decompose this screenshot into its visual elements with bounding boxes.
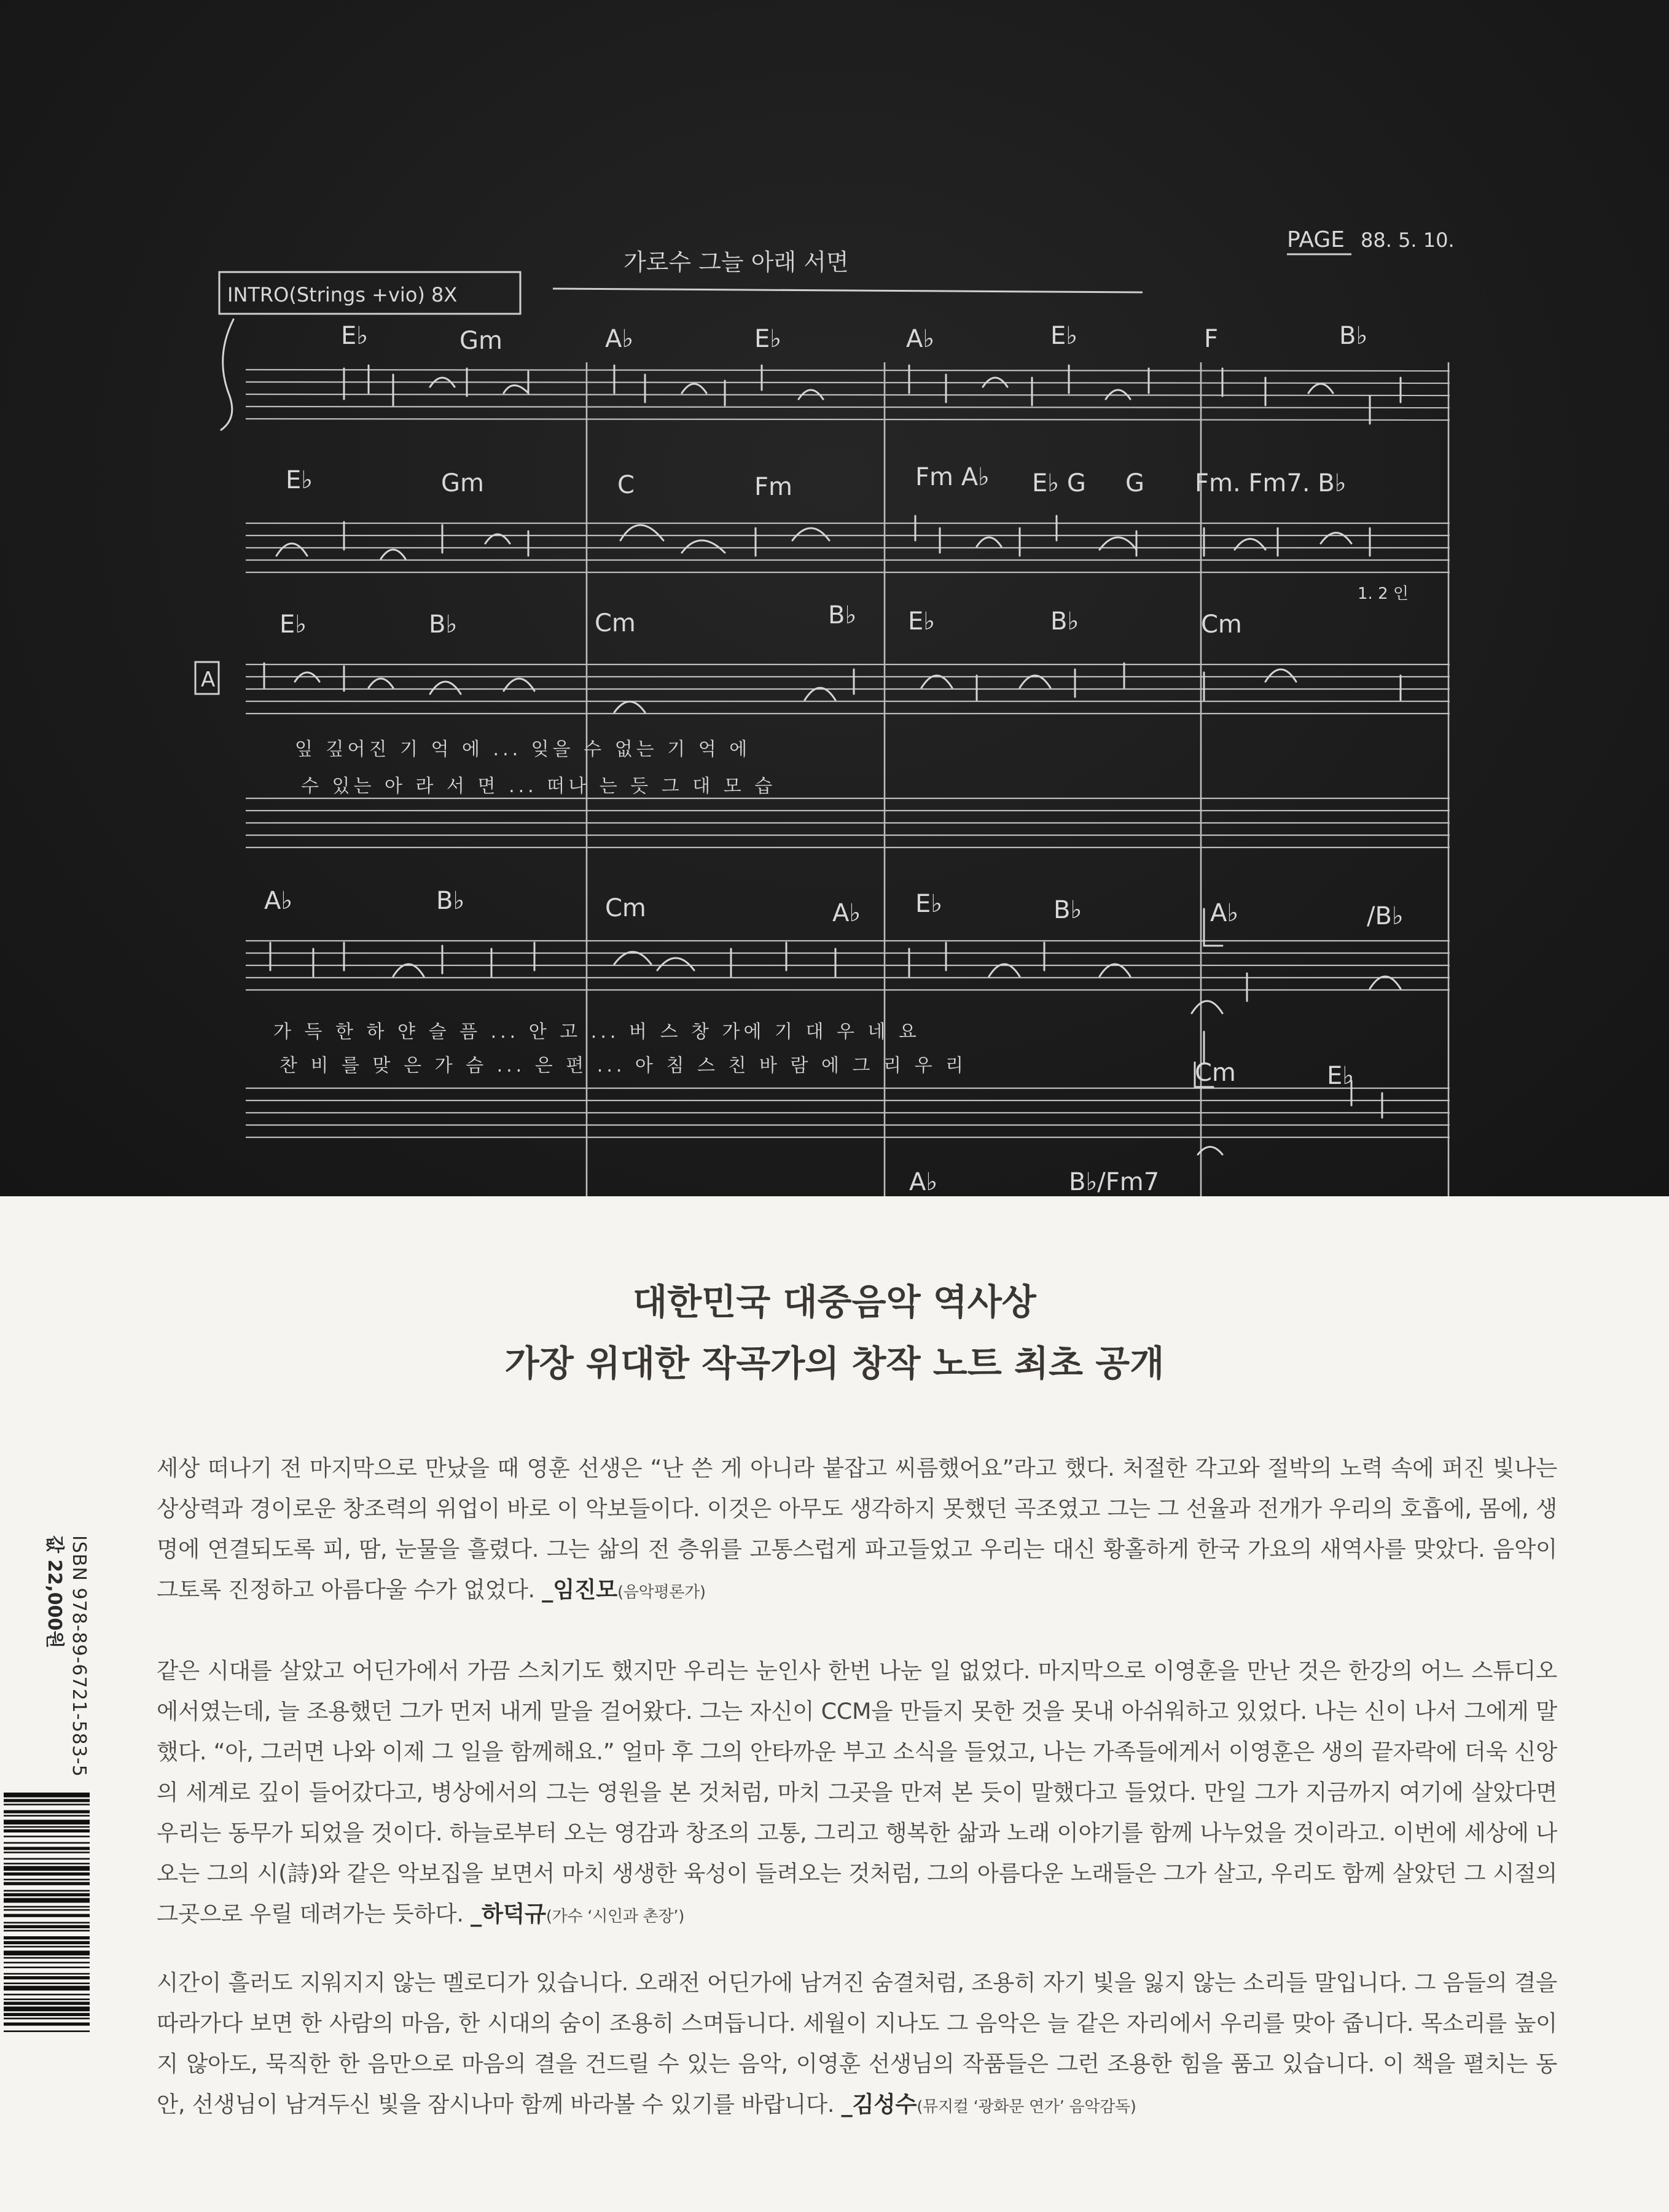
barcode-bar [4, 1898, 90, 1903]
svg-text:Gm: Gm [459, 327, 502, 355]
barcode-bar [4, 2018, 90, 2020]
chord-row-3 [279, 601, 1242, 639]
rehearsal-mark: A [201, 668, 216, 692]
svg-text:A♭: A♭ [264, 887, 293, 915]
barcode-graphic [0, 1790, 93, 2116]
svg-text:B♭: B♭ [1053, 896, 1082, 924]
blurb-2-role: (가수 ‘시인과 촌장’) [545, 1907, 685, 1926]
svg-text:A♭: A♭ [832, 899, 861, 927]
barcode-bar [4, 2013, 90, 2016]
svg-text:B♭: B♭ [436, 887, 465, 915]
price: 값 22,000원 [44, 1535, 65, 1649]
svg-text:Cm: Cm [1195, 1059, 1236, 1087]
svg-text:A♭: A♭ [605, 325, 634, 353]
barcode-bar [4, 1815, 90, 1817]
barcode-bar [4, 1946, 90, 1948]
barcode [0, 1790, 93, 2116]
svg-text:E♭: E♭ [286, 466, 313, 494]
barcode-bar [4, 1866, 90, 1871]
barcode-bar [4, 1879, 90, 1880]
svg-text:수 있는 아 라 서 면 ... 떠나 는 듯 그 대 모: 수 있는 아 라 서 면 ... 떠나 는 듯 그 대 모 습 [301, 776, 776, 797]
svg-text:B♭/Fm7: B♭/Fm7 [1069, 1168, 1160, 1196]
svg-text:Fm: Fm [754, 473, 792, 501]
svg-text:찬 비 를 맞 은 가 슴 ... 은 편 ... 아 침: 찬 비 를 맞 은 가 슴 ... 은 편 ... 아 침 스 친 바 람 에 그 리 우 리 [279, 1055, 967, 1077]
barcode-bar [4, 1973, 90, 1975]
isbn: ISBN 978-89-6721-583-5 [68, 1535, 90, 1777]
headline [0, 1271, 1669, 1394]
svg-text:A♭: A♭ [906, 325, 935, 353]
staff-3 [246, 664, 1450, 714]
barcode-bar [4, 1810, 90, 1813]
barcode-bar [4, 1863, 90, 1864]
barcode-bar [4, 1950, 90, 1955]
svg-text:E♭: E♭ [908, 607, 936, 636]
ending-mark: 1. 2 인 [1358, 585, 1409, 603]
headline-line-2: 가장 위대한 작곡가의 창작 노트 최초 공개 [504, 1342, 1165, 1384]
staff-lyrics-1 [246, 798, 1450, 847]
chord-row-2 [286, 463, 1347, 501]
barcode-bar [4, 1793, 90, 1797]
score-title: 가로수 그늘 아래 서면 [623, 249, 849, 276]
svg-text:E♭: E♭ [341, 322, 369, 350]
barcode-bar [4, 1909, 90, 1911]
svg-text:Cm: Cm [605, 894, 646, 922]
staff-1 [246, 370, 1450, 420]
barcode-bar [4, 1982, 90, 1984]
blurb-2 [157, 1651, 1557, 1937]
svg-text:A♭: A♭ [909, 1168, 938, 1196]
svg-text:가 득 한 하 얀 슬 픔 ... 안 고 ... 버 스: 가 득 한 하 얀 슬 픔 ... 안 고 ... 버 스 창 가에 기 대 우 네 요 [273, 1021, 921, 1043]
svg-text:E♭: E♭ [1327, 1062, 1354, 1090]
barcode-bar [4, 1941, 90, 1944]
barcode-bar [4, 2030, 90, 2032]
barcode-bar [4, 1893, 90, 1896]
barcode-bar [4, 2006, 90, 2011]
chord-row-5 [909, 1059, 1354, 1196]
svg-text:Fm. Fm7. B♭: Fm. Fm7. B♭ [1195, 469, 1347, 497]
svg-text:Cm: Cm [595, 609, 636, 637]
barcode-bar [4, 1976, 90, 1979]
svg-text:E♭: E♭ [915, 890, 943, 918]
barcode-bar [4, 1994, 90, 1996]
svg-text:E♭: E♭ [279, 610, 307, 639]
barcode-bar [4, 1847, 90, 1850]
score-date: 88. 5. 10. [1361, 228, 1455, 252]
blurb-3 [157, 1963, 1557, 2127]
svg-text:잎 깊어진 기 억 에 ... 잊을 수 없는 기 억 에: 잎 깊어진 기 억 에 ... 잊을 수 없는 기 억 에 [295, 739, 751, 760]
blurb-3-body: 시간이 흘러도 지워지지 않는 멜로디가 있습니다. 오래전 어딘가에 남겨진 숨결처럼, 조용히 자기 빛을 잃지 않는 소리들 말입니다. 그 음들의 결을 따라가다 보면 한 사람의 마음, 한 시대의 숨이 조용히 스며듭니다. 세월이 지나도 그 음악은 늘 같은 자리에서 우리를 맞아 줍니다. 목소리를 높이지 않아도, 묵직한 한 음만으로 마음의 결을 건드릴 수 있는 음악, 이영훈 선생님의 작품들은 그런 조용한 힘을 품고 있습니다. 이 책을 펼치는 동안, 선생님이 남겨두신 빛을 잠시나마 함께 바라볼 수 있기를 바랍니다. [157, 1969, 1557, 2117]
svg-text:B♭: B♭ [1339, 322, 1368, 350]
page-label: PAGE [1287, 227, 1345, 252]
staff-4 [246, 941, 1450, 990]
barcode-bar [4, 2002, 90, 2005]
barcode-bar [4, 1820, 90, 1825]
barcode-bar [4, 1925, 90, 1928]
svg-text:F: F [1204, 325, 1219, 353]
svg-text:B♭: B♭ [429, 610, 458, 639]
barcode-bar [4, 1930, 90, 1932]
blurb-3-role: (뮤지컬 ‘광화문 연가’ 음악감독) [917, 2098, 1136, 2116]
barcode-bar [4, 1872, 90, 1875]
blurb-3-signature: _김성수 [841, 2091, 917, 2117]
barcode-bar [4, 1998, 90, 2000]
barcode-bar [4, 1826, 90, 1828]
svg-text:E♭: E♭ [1050, 322, 1078, 350]
intro-label: INTRO(Strings +vio) 8X [227, 283, 458, 306]
svg-text:E♭: E♭ [754, 325, 782, 353]
barcode-bar [4, 1936, 90, 1939]
staff-2 [246, 523, 1450, 572]
barcode-bar [4, 1890, 90, 1892]
barcode-bar [4, 1957, 90, 1959]
barcode-bar [4, 1842, 90, 1844]
svg-text:C: C [617, 471, 635, 499]
barcode-bar [4, 1906, 90, 1908]
blurb-1-role: (음악평론가) [617, 1583, 706, 1602]
svg-text:B♭: B♭ [1050, 607, 1079, 636]
svg-text:G: G [1125, 469, 1144, 497]
svg-text:Cm: Cm [1201, 610, 1242, 639]
blurb-2-body: 같은 시대를 살았고 어딘가에서 가끔 스치기도 했지만 우리는 눈인사 한번 나눈 일 없었다. 마지막으로 이영훈을 만난 것은 한강의 어느 스튜디오에서였는데, 늘 조용했던 그가 먼저 내게 말을 걸어왔다. 그는 자신이 CCM을 만들지 못한 것을 못내 아쉬워하고 있었다. 나는 신이 나서 그에게 말했다. “아, 그러면 나와 이제 그 일을 함께해요.” 얼마 후 그의 안타까운 부고 소식을 들었고, 나는 가족들에게서 이영훈은 생의 끝자락에 더욱 신앙의 세계로 깊이 들어갔다고, 병상에서의 그는 영원을 본 것처럼, 마치 그곳을 만져 본 듯이 말했다고 들었다. 만일 그가 지금까지 여기에 살았다면 우리는 동무가 되었을 것이다. 하늘로부터 오는 영감과 창조의 고통, 그리고 행복한 삶과 노래 이야기를 함께 나누었을 것이라고. 이번에 세상에 나오는 그의 시(詩)와 같은 악보집을 보면서 마치 생생한 육성이 들려오는 것처럼, 그의 아름다운 노래들은 그가 살고, 우리도 함께 살았던 그 시절의 그곳으로 우릴 데려가는 듯하다. [157, 1657, 1557, 1927]
barcode-bar [4, 1914, 90, 1917]
chord-row-4 [264, 887, 1404, 930]
blurb-2-signature: _하덕규 [470, 1901, 546, 1927]
headline-line-1: 대한민국 대중음악 역사상 [633, 1281, 1036, 1323]
barcode-bar [4, 1882, 90, 1885]
svg-text:Gm: Gm [441, 469, 484, 497]
svg-text:B♭: B♭ [828, 601, 857, 629]
blurb-1-signature: _임진모 [542, 1576, 617, 1603]
barcode-bar [4, 1986, 90, 1991]
svg-text:Fm A♭: Fm A♭ [915, 463, 990, 491]
svg-text:/B♭: /B♭ [1367, 902, 1404, 930]
barcode-bar [4, 1962, 90, 1964]
barcode-bar [4, 1804, 90, 1805]
barcode-bar [4, 1922, 90, 1924]
isbn-price-block [42, 1535, 91, 1777]
blurb-1 [157, 1448, 1557, 1613]
barcode-bar [4, 1858, 90, 1860]
svg-text:E♭ G: E♭ G [1032, 469, 1086, 497]
barcode-bar [4, 1799, 90, 1802]
barcode-bar [4, 1836, 90, 1837]
barcode-bar [4, 2022, 90, 2025]
barcode-bar [4, 1852, 90, 1853]
barcode-bar [4, 1829, 90, 1832]
chord-row-1 [341, 322, 1367, 355]
barcode-bar [4, 1966, 90, 1968]
svg-text:A♭: A♭ [1210, 899, 1239, 927]
blurb-1-body: 세상 떠나기 전 마지막으로 만났을 때 영훈 선생은 “난 쓴 게 아니라 붙잡고 씨름했어요”라고 했다. 처절한 각고와 절박의 노력 속에 퍼진 빛나는 상상력과 경이로운 창조력의 위업이 바로 이 악보들이다. 이것은 아무도 생각하지 못했던 곡조였고 그는 그 선율과 전개가 우리의 호흡에, 몸에, 생명에 연결되도록 피, 땀, 눈물을 흘렸다. 그는 삶의 전 층위를 고통스럽게 파고들었고 우리는 대신 황홀하게 한국 가요의 새역사를 맞았다. 음악이 그토록 진정하고 아름다울 수가 없었다. [157, 1455, 1557, 1603]
staff-lyrics-2 [246, 1088, 1450, 1137]
